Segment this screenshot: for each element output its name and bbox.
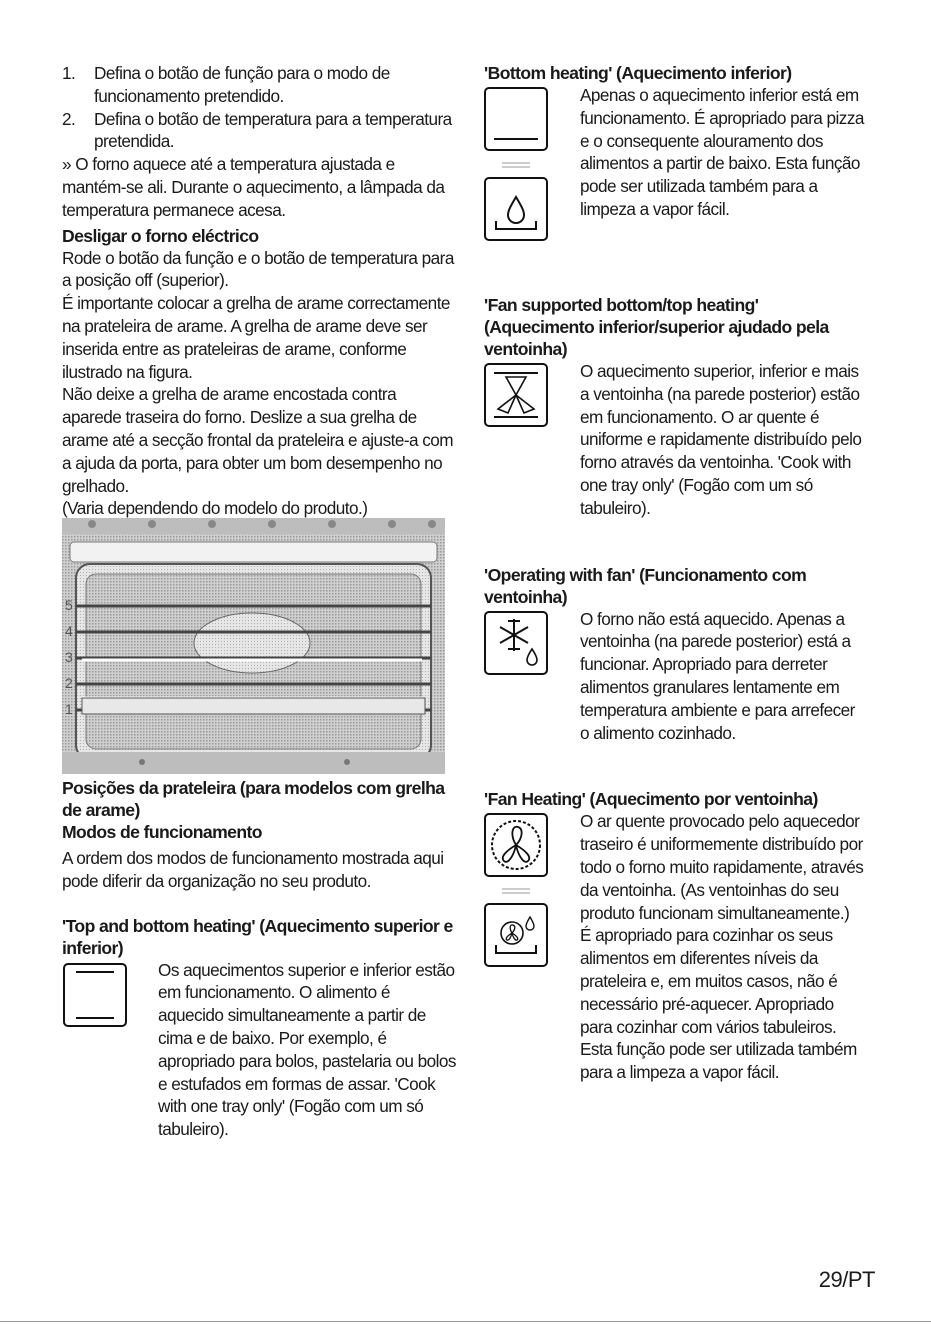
- step-number: 1.: [62, 63, 76, 83]
- fan-heating-text: O ar quente provocado pelo aquecedor traseiro é uniformemente distribuído por todo o forno muito rapidamente, através da ventoinha. (As ventoinhas do seu produto funcionam simultaneamente.): [580, 811, 864, 923]
- shelf-number: 4: [65, 623, 73, 639]
- fan-steam-clean-icon: [484, 903, 548, 969]
- fan-heating-mode: [484, 810, 864, 1084]
- fan-heating-texts: [580, 810, 864, 1084]
- step-text: Defina o botão de temperatura para a temperatura pretendida.: [94, 108, 452, 152]
- fan-heating-icon: [484, 813, 548, 879]
- divider-icon: [484, 158, 548, 172]
- top-bottom-text: Os aquecimentos superior e inferior estão em funcionamento. O alimento é aquecido simultaneamente a partir de cima e de baixo. Por exemplo, é apropriado para bolos, pastelaria ou bolos e estufados em formas de assar. 'Cook with one tray only' (Fogão com um só tabuleiro).: [158, 959, 456, 1140]
- fan-supported-heading: 'Fan supported bottom/top heating' (Aquecimento inferior/superior ajudado pela ventoinha): [484, 295, 829, 359]
- fan-supported-icons: [484, 360, 580, 434]
- fan-heating-icons: [484, 810, 580, 974]
- grill-text-2: Não deixe a grelha de arame encostada contra aparede traseira do forno. Deslize a sua grelha de arame até a secção frontal da prateleira e ajuste-a com a ajuda da porta, para obter um bom desempenho no grelhado.: [62, 384, 454, 496]
- bottom-rule: [0, 1321, 931, 1322]
- steps-list: [62, 62, 457, 153]
- figure-caption: Posições da prateleira (para modelos com grelha de arame): [62, 778, 445, 820]
- modes-intro: A ordem dos modos de funcionamento mostrada aqui pode diferir da organização no seu produto.: [62, 848, 444, 891]
- operating-fan-heading: 'Operating with fan' (Funcionamento com ventoinha): [484, 564, 807, 607]
- page-number: 29/PT: [818, 1267, 875, 1292]
- top-bottom-heating-icon: [62, 962, 128, 1028]
- step-item: [62, 62, 457, 108]
- top-bottom-mode: [62, 959, 457, 1141]
- grill-text: É importante colocar a grelha de arame correctamente na prateleira de arame. A grelha de arame deve ser inserida entre as prateleiras de arame, conforme ilustrado na figura.: [62, 293, 450, 382]
- divider-icon: [484, 884, 548, 898]
- shelf-number: 5: [65, 597, 73, 613]
- bottom-mode: [484, 84, 864, 248]
- operating-fan-mode: [484, 608, 864, 745]
- step-number: 2.: [62, 108, 76, 129]
- bottom-heading: 'Bottom heating' (Aquecimento inferior): [484, 63, 792, 83]
- fan-supported-text: O aquecimento superior, inferior e mais a ventoinha (na parede posterior) estão em funcionamento. O ar quente é uniforme e rapidamente distribuído pelo forno através da ventoinha. 'Cook with one tray only' (Fogão com um só tabuleiro).: [580, 361, 862, 518]
- bottom-heating-icon: [484, 87, 548, 153]
- right-column: [484, 62, 864, 1084]
- operating-fan-text: O forno não está aquecido. Apenas a ventoinha (na parede posterior) está a funcionar. Apropriado para derreter alimentos granulares lentamente em temperatura ambiente e para arrefecer o alimento cozinhado.: [580, 608, 855, 743]
- result-text: » O forno aquece até a temperatura ajustada e mantém-se ali. Durante o aquecimento, a lâmpada da temperatura permanece acesa.: [62, 154, 445, 220]
- left-column: [62, 62, 457, 520]
- shelf-number: 3: [65, 649, 73, 665]
- fan-heating-heading: 'Fan Heating' (Aquecimento por ventoinha): [484, 789, 818, 810]
- shelf-number: 1: [65, 701, 73, 717]
- steam-clean-icon: [484, 177, 548, 243]
- oven-shelf-figure: [62, 518, 445, 774]
- fan-top-bottom-icon: [484, 363, 548, 429]
- left-lower: [62, 777, 457, 1141]
- modes-heading: Modos de funcionamento: [62, 822, 262, 842]
- off-text: Rode o botão da função e o botão de temperatura para a posição off (superior).: [62, 247, 454, 291]
- shelf-number: 2: [65, 675, 73, 691]
- bottom-text: Apenas o aquecimento inferior está em funcionamento. É apropriado para pizza e o consequente alouramento dos alimentos a partir de baixo. Esta função pode ser utilizada também para a limpeza a vapor fácil.: [580, 85, 864, 219]
- defrost-icon: [484, 611, 548, 677]
- top-bottom-icons: [62, 959, 158, 1033]
- off-heading: Desligar o forno eléctrico: [62, 225, 259, 246]
- fan-heating-text-2: É apropriado para cozinhar os seus alimentos em diferentes níveis da prateleira e, em muitos casos, não é necessário pré-aquecer. Apropriado para cozinhar com vários tabuleiros. Esta função pode ser utilizada também para a limpeza a vapor fácil.: [580, 925, 857, 1083]
- grill-note: (Varia dependendo do modelo do produto.): [62, 498, 368, 519]
- step-item: [62, 108, 457, 154]
- step-text: Defina o botão de função para o modo de funcionamento pretendido.: [94, 63, 390, 106]
- top-bottom-heading: 'Top and bottom heating' (Aquecimento superior e inferior): [62, 915, 453, 958]
- fan-supported-mode: [484, 360, 864, 520]
- operating-fan-icons: [484, 608, 580, 682]
- bottom-icons: [484, 84, 580, 248]
